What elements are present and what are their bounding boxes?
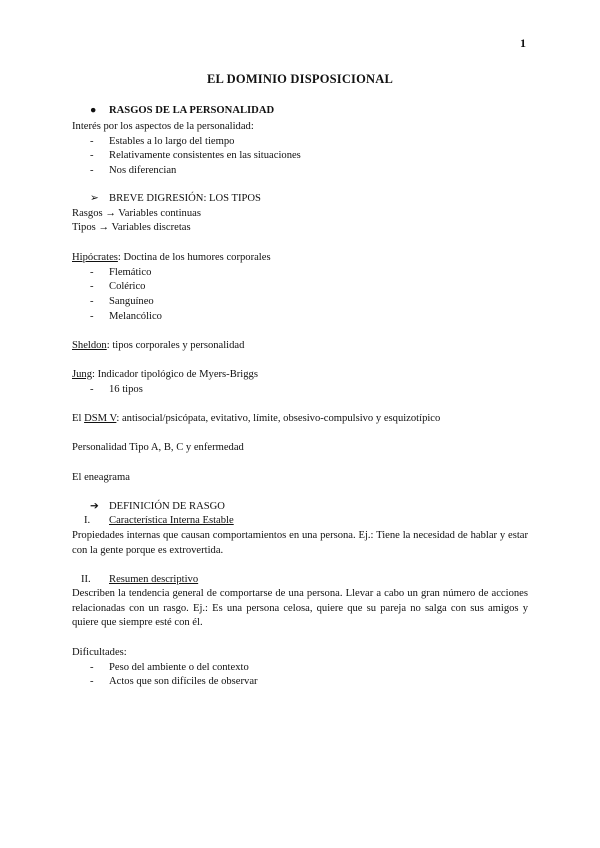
section3-heading: DEFINICIÓN DE RASGO [109,501,225,512]
hipocrates-name: Hipócrates [72,252,118,263]
dash: - [90,311,94,322]
dash: - [90,267,94,278]
tipos-line: Tipos → Variables discretas [72,222,191,233]
list-item: Sanguíneo [109,296,154,307]
list-item: Colérico [109,281,146,292]
list-item: Flemático [109,267,152,278]
list-item: Estables a lo largo del tiempo [109,136,235,147]
rasgos-line: Rasgos → Variables continuas [72,208,201,219]
list-item: Nos diferencian [109,165,177,176]
dash: - [90,384,94,395]
sub1-paragraph: Propiedades internas que causan comportamientos en una persona. Ej.: Tiene la necesidad de hablar y estar con la gente porque es extrovertida. [72,530,528,556]
section2-arrow-icon: ➢ [90,193,99,204]
dsm-pre: El [72,413,85,424]
page-number: 1 [520,36,526,50]
dash: - [90,281,94,292]
sub1-number: I. [84,515,91,526]
sub2-number: II. [81,574,91,585]
list-item: Relativamente consistentes en las situaciones [109,150,301,161]
sub1-heading: Característica Interna Estable [109,515,234,526]
document-title: EL DOMINIO DISPOSICIONAL [206,72,394,86]
dash: - [90,676,94,687]
sub2-paragraph: Describen la tendencia general de comportarse de una persona. Llevar a cabo un gran número de acciones relacionadas con un rasgo. Ej.: Es una persona celosa, quiere que su pareja no salga con sus amigos y quiere que siempre esté con él. [72,588,528,628]
list-item: Peso del ambiente o del contexto [109,662,249,673]
section3-arrow-icon: ➔ [90,501,99,512]
dash: - [90,662,94,673]
dificultades-heading: Dificultades: [72,647,127,658]
list-item: 16 tipos [109,384,143,395]
sheldon-line [72,339,244,354]
section1-intro: Interés por los aspectos de la personalidad: [72,121,254,132]
dash: - [90,150,94,161]
sub2-heading: Resumen descriptivo [109,574,199,585]
jung-line [72,368,258,383]
hipocrates-text: : Doctina de los humores corporales [117,252,271,263]
list-item: Actos que son difíciles de observar [109,676,258,687]
dash: - [90,165,94,176]
jung-text: : Indicador tipológico de Myers-Briggs [92,369,258,380]
jung-name: Jung [72,369,93,380]
section1-heading: RASGOS DE LA PERSONALIDAD [109,105,275,116]
dsm-line [72,412,440,427]
section2-heading: BREVE DIGRESIÓN: LOS TIPOS [109,193,261,204]
list-item: Melancólico [109,311,162,322]
hipocrates-line [72,251,271,266]
eneagrama-line: El eneagrama [72,472,130,483]
section1-bullet-icon: ● [90,105,97,116]
dash: - [90,296,94,307]
dsm-name: DSM V [84,413,117,424]
personalidad-line: Personalidad Tipo A, B, C y enfermedad [72,442,244,453]
dash: - [90,136,94,147]
sheldon-text: : tipos corporales y personalidad [106,340,245,351]
sheldon-name: Sheldon [72,340,107,351]
dsm-text: : antisocial/psicópata, evitativo, límite, obsesivo-compulsivo y esquizotípico [116,413,441,424]
